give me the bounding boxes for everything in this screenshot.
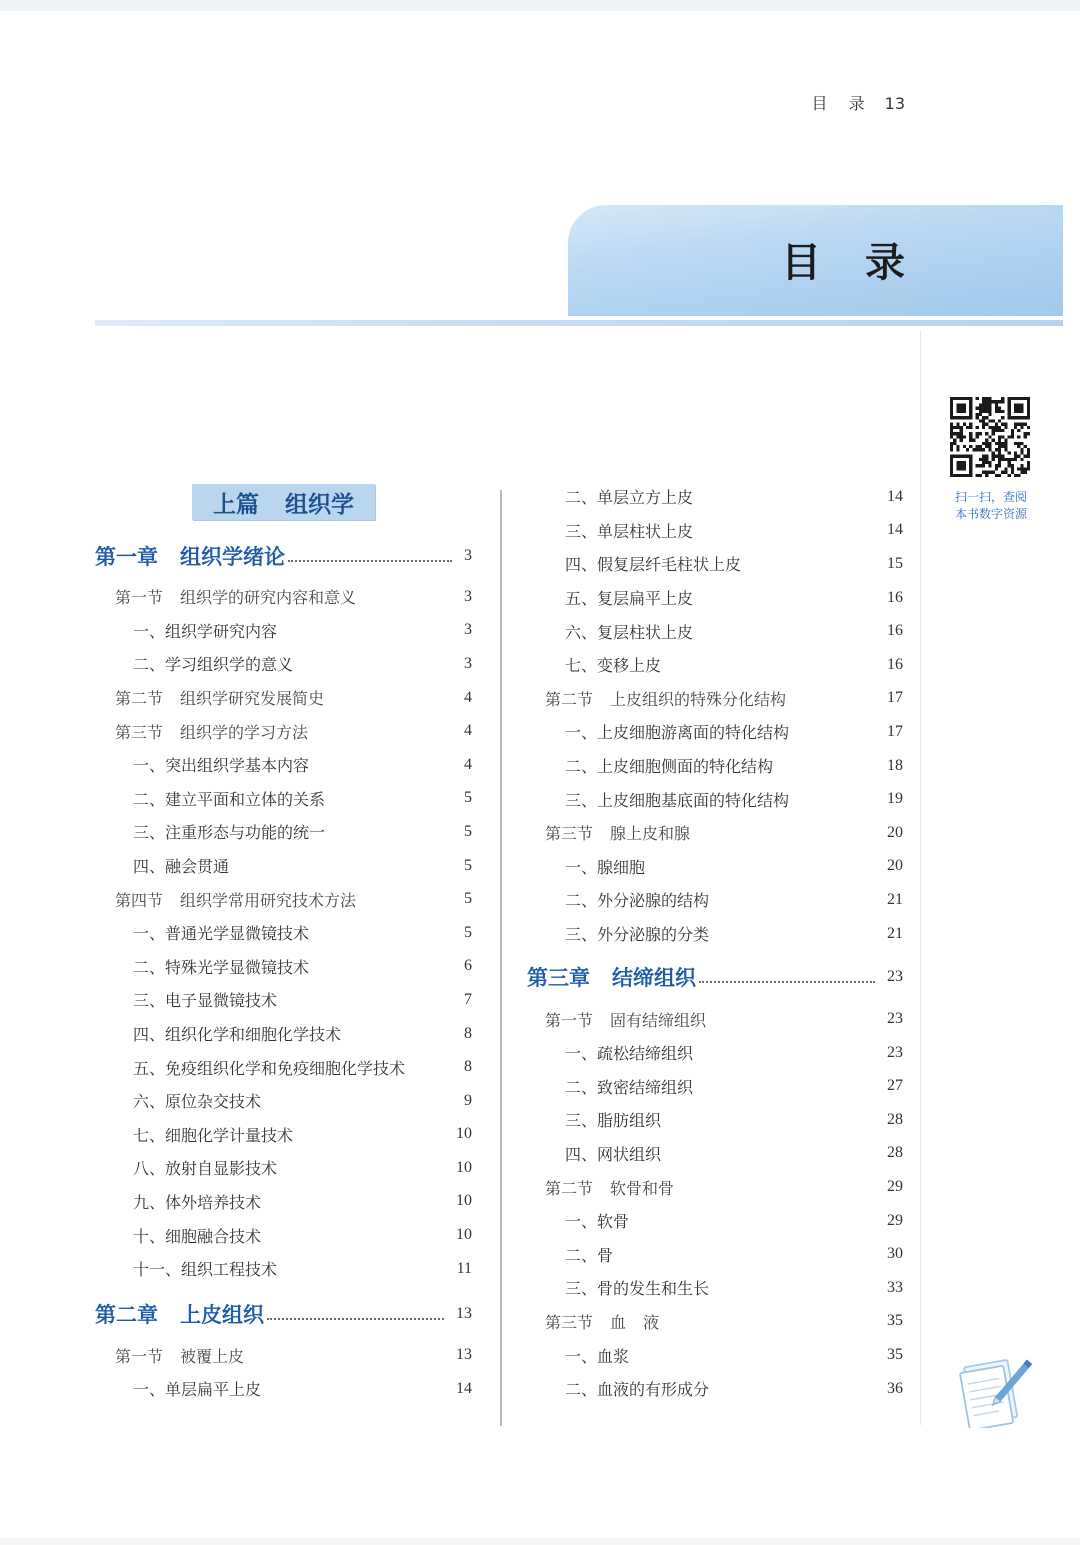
toc-section <box>95 580 472 614</box>
toc-item <box>527 614 903 648</box>
section-title: 组织学常用研究技术方法 <box>180 890 357 910</box>
item-title: 九、体外培养技术 <box>133 1192 262 1212</box>
page-number: 4 <box>464 722 472 740</box>
page-number: 28 <box>887 1144 903 1162</box>
page-number: 21 <box>887 924 903 942</box>
item-title: 一、突出组织学基本内容 <box>133 756 310 776</box>
section-number: 第一节 <box>115 588 164 608</box>
scan-bottom-edge <box>0 1538 1080 1545</box>
qr-caption-line2: 本书数字资源 <box>954 507 1027 521</box>
item-title: 二、建立平面和立体的关系 <box>133 789 326 809</box>
page-number: 17 <box>887 722 903 740</box>
item-title: 四、组织化学和细胞化学技术 <box>133 1025 342 1045</box>
toc-item <box>95 647 472 681</box>
section-title: 被覆上皮 <box>180 1346 245 1366</box>
toc-item <box>95 1118 472 1152</box>
qr-caption-line1: 扫一扫，查阅 <box>954 490 1027 504</box>
item-title: 二、特殊光学显微镜技术 <box>133 957 310 977</box>
toc-section <box>95 681 472 715</box>
page-number: 16 <box>887 588 903 606</box>
page-number: 3 <box>464 621 472 639</box>
qr-code <box>950 397 1030 477</box>
toc-item <box>527 749 903 783</box>
item-title: 三、注重形态与功能的统一 <box>133 823 326 843</box>
page-number: 10 <box>456 1226 472 1244</box>
toc-item <box>95 815 472 849</box>
page-number: 3 <box>464 547 472 564</box>
page-number: 28 <box>887 1110 903 1128</box>
item-title: 二、单层立方上皮 <box>565 488 694 508</box>
toc-item <box>95 1050 472 1084</box>
toc-item <box>527 715 903 749</box>
toc-item <box>95 1252 472 1286</box>
page-number-header: 13 <box>884 94 905 113</box>
item-title: 七、细胞化学计量技术 <box>133 1125 294 1145</box>
toc-item <box>95 1372 472 1406</box>
page-number: 20 <box>887 857 903 875</box>
page-number: 33 <box>887 1278 903 1296</box>
section-number: 第三节 <box>545 1312 594 1332</box>
toc-item <box>527 1372 903 1406</box>
toc-item <box>527 850 903 884</box>
toc-item <box>527 917 903 951</box>
dot-leader <box>267 1318 444 1320</box>
toc-item <box>95 1185 472 1219</box>
page-number: 17 <box>887 689 903 707</box>
section-title: 组织学的学习方法 <box>180 722 309 742</box>
side-margin-rule <box>920 330 921 1425</box>
item-title: 十一、组织工程技术 <box>133 1260 278 1280</box>
item-title: 二、血液的有形成分 <box>565 1380 710 1400</box>
item-title: 八、放射自显影技术 <box>133 1159 278 1179</box>
qr-caption <box>944 489 1038 523</box>
chapter-title: 组织学绪论 <box>180 545 285 569</box>
item-title: 三、上皮细胞基底面的特化结构 <box>565 790 790 810</box>
section-title: 组织学研究发展简史 <box>180 689 325 709</box>
page-number: 18 <box>887 756 903 774</box>
section-title: 上皮组织的特殊分化结构 <box>610 689 787 709</box>
toc-item <box>527 1338 903 1372</box>
page-number: 6 <box>464 957 472 975</box>
page-number: 14 <box>887 521 903 539</box>
item-title: 五、免疫组织化学和免疫细胞化学技术 <box>133 1058 406 1078</box>
page-number: 23 <box>887 968 903 986</box>
item-title: 三、骨的发生和生长 <box>565 1279 710 1299</box>
item-title: 十、细胞融合技术 <box>133 1226 262 1246</box>
page-number: 10 <box>456 1125 472 1143</box>
item-title: 二、学习组织学的意义 <box>133 655 294 675</box>
chapter-title: 上皮组织 <box>180 1303 264 1328</box>
item-title: 二、骨 <box>565 1245 614 1265</box>
toc-item <box>527 1070 903 1104</box>
toc-item <box>527 648 903 682</box>
page-number: 21 <box>887 890 903 908</box>
toc-chapter <box>95 532 472 580</box>
toc-item <box>95 1084 472 1118</box>
toc-right-column <box>527 480 903 1405</box>
page-number: 30 <box>887 1245 903 1263</box>
toc-item <box>527 1237 903 1271</box>
section-title: 血 液 <box>610 1312 660 1332</box>
chapter-number: 第三章 <box>527 966 590 991</box>
page-number: 4 <box>464 755 472 773</box>
toc-chapter <box>95 1290 472 1338</box>
toc-item <box>527 1271 903 1305</box>
page-number: 11 <box>456 1259 472 1277</box>
banner-rule <box>95 320 1063 326</box>
page-number: 14 <box>456 1379 472 1397</box>
item-title: 六、复层柱状上皮 <box>565 622 694 642</box>
toc-section <box>95 1338 472 1372</box>
section-number: 第二节 <box>115 689 164 709</box>
column-divider <box>500 490 502 1426</box>
toc-section <box>527 1002 903 1036</box>
toc-section <box>527 1305 903 1339</box>
item-title: 三、单层柱状上皮 <box>565 521 694 541</box>
item-title: 一、软骨 <box>565 1212 630 1232</box>
page-number: 5 <box>464 856 472 874</box>
item-title: 一、腺细胞 <box>565 857 646 877</box>
dot-leader <box>288 560 452 562</box>
toc-section <box>527 682 903 716</box>
item-title: 七、变移上皮 <box>565 656 662 676</box>
page-number: 3 <box>464 587 472 605</box>
page-number: 36 <box>887 1379 903 1397</box>
item-title: 一、上皮细胞游离面的特化结构 <box>565 723 790 743</box>
page-number: 35 <box>887 1346 903 1364</box>
page-number: 15 <box>887 554 903 572</box>
page-number: 8 <box>464 1058 472 1076</box>
item-title: 四、网状组织 <box>565 1144 662 1164</box>
page-number: 10 <box>456 1192 472 1210</box>
toc-item <box>95 1218 472 1252</box>
item-title: 二、外分泌腺的结构 <box>565 891 710 911</box>
page-number: 23 <box>887 1010 903 1028</box>
toc-section <box>95 882 472 916</box>
toc-item <box>95 782 472 816</box>
section-title: 组织学的研究内容和意义 <box>180 588 357 608</box>
toc-item <box>95 614 472 648</box>
toc-section <box>527 1170 903 1204</box>
item-title: 一、单层扁平上皮 <box>133 1380 262 1400</box>
page-number: 13 <box>456 1305 472 1323</box>
section-number: 第二节 <box>545 1178 594 1198</box>
toc-item <box>95 1017 472 1051</box>
toc-item <box>95 849 472 883</box>
page-number: 7 <box>464 990 472 1008</box>
page-number: 4 <box>464 688 472 706</box>
page-number: 3 <box>464 654 472 672</box>
item-title: 一、疏松结缔组织 <box>565 1044 694 1064</box>
chapter-number: 第二章 <box>95 1303 158 1328</box>
running-title: 目 录 <box>811 94 865 113</box>
banner-title: 目 录 <box>781 240 905 286</box>
toc-item <box>527 782 903 816</box>
toc-item <box>527 1137 903 1171</box>
page-number: 29 <box>887 1178 903 1196</box>
item-title: 四、融会贯通 <box>133 857 230 877</box>
section-title: 固有结缔组织 <box>610 1010 707 1030</box>
toc-item <box>527 581 903 615</box>
page-number: 10 <box>456 1158 472 1176</box>
toc-item <box>95 1151 472 1185</box>
toc-item <box>95 983 472 1017</box>
section-title: 软骨和骨 <box>610 1178 675 1198</box>
toc-item <box>95 950 472 984</box>
item-title: 二、上皮细胞侧面的特化结构 <box>565 757 774 777</box>
page-number: 8 <box>464 1024 472 1042</box>
section-number: 第二节 <box>545 689 594 709</box>
item-title: 六、原位杂交技术 <box>133 1092 262 1112</box>
toc-item <box>95 748 472 782</box>
chapter-title: 结缔组织 <box>612 966 696 991</box>
toc-section <box>527 816 903 850</box>
toc-section <box>95 714 472 748</box>
item-title: 四、假复层纤毛柱状上皮 <box>565 555 742 575</box>
item-title: 三、电子显微镜技术 <box>133 991 278 1011</box>
page-number: 5 <box>464 822 472 840</box>
toc-item <box>527 883 903 917</box>
notepad-pencil-icon <box>956 1348 1036 1428</box>
running-header <box>812 92 905 116</box>
page-number: 19 <box>887 790 903 808</box>
toc-item <box>527 480 903 514</box>
page-number: 29 <box>887 1211 903 1229</box>
item-title: 二、致密结缔组织 <box>565 1077 694 1097</box>
section-title: 腺上皮和腺 <box>610 824 691 844</box>
section-number: 第一节 <box>115 1346 164 1366</box>
page-number: 5 <box>464 890 472 908</box>
page-number: 16 <box>887 655 903 673</box>
toc-left-column <box>95 532 472 1406</box>
page-number: 14 <box>887 487 903 505</box>
toc-item <box>527 547 903 581</box>
scan-top-edge <box>0 0 1080 11</box>
page-number: 5 <box>464 923 472 941</box>
chapter-number: 第一章 <box>95 545 158 569</box>
page-number: 16 <box>887 622 903 640</box>
section-number: 第四节 <box>115 890 164 910</box>
toc-item <box>527 1036 903 1070</box>
section-number: 第三节 <box>115 722 164 742</box>
part-title: 上篇 组织学 <box>192 484 375 520</box>
toc-chapter <box>527 952 903 1002</box>
item-title: 三、脂肪组织 <box>565 1111 662 1131</box>
item-title: 五、复层扁平上皮 <box>565 589 694 609</box>
page-number: 9 <box>464 1091 472 1109</box>
dot-leader <box>699 981 875 983</box>
toc-item <box>527 1204 903 1238</box>
page-number: 27 <box>887 1077 903 1095</box>
item-title: 一、组织学研究内容 <box>133 621 278 641</box>
toc-item <box>95 916 472 950</box>
page-number: 13 <box>456 1346 472 1364</box>
section-number: 第一节 <box>545 1010 594 1030</box>
section-number: 第三节 <box>545 824 594 844</box>
toc-item <box>527 1103 903 1137</box>
item-title: 一、血浆 <box>565 1346 630 1366</box>
item-title: 一、普通光学显微镜技术 <box>133 924 310 944</box>
toc-item <box>527 514 903 548</box>
page-number: 23 <box>887 1043 903 1061</box>
item-title: 三、外分泌腺的分类 <box>565 925 710 945</box>
page-number: 5 <box>464 789 472 807</box>
page-number: 35 <box>887 1312 903 1330</box>
page-number: 20 <box>887 823 903 841</box>
